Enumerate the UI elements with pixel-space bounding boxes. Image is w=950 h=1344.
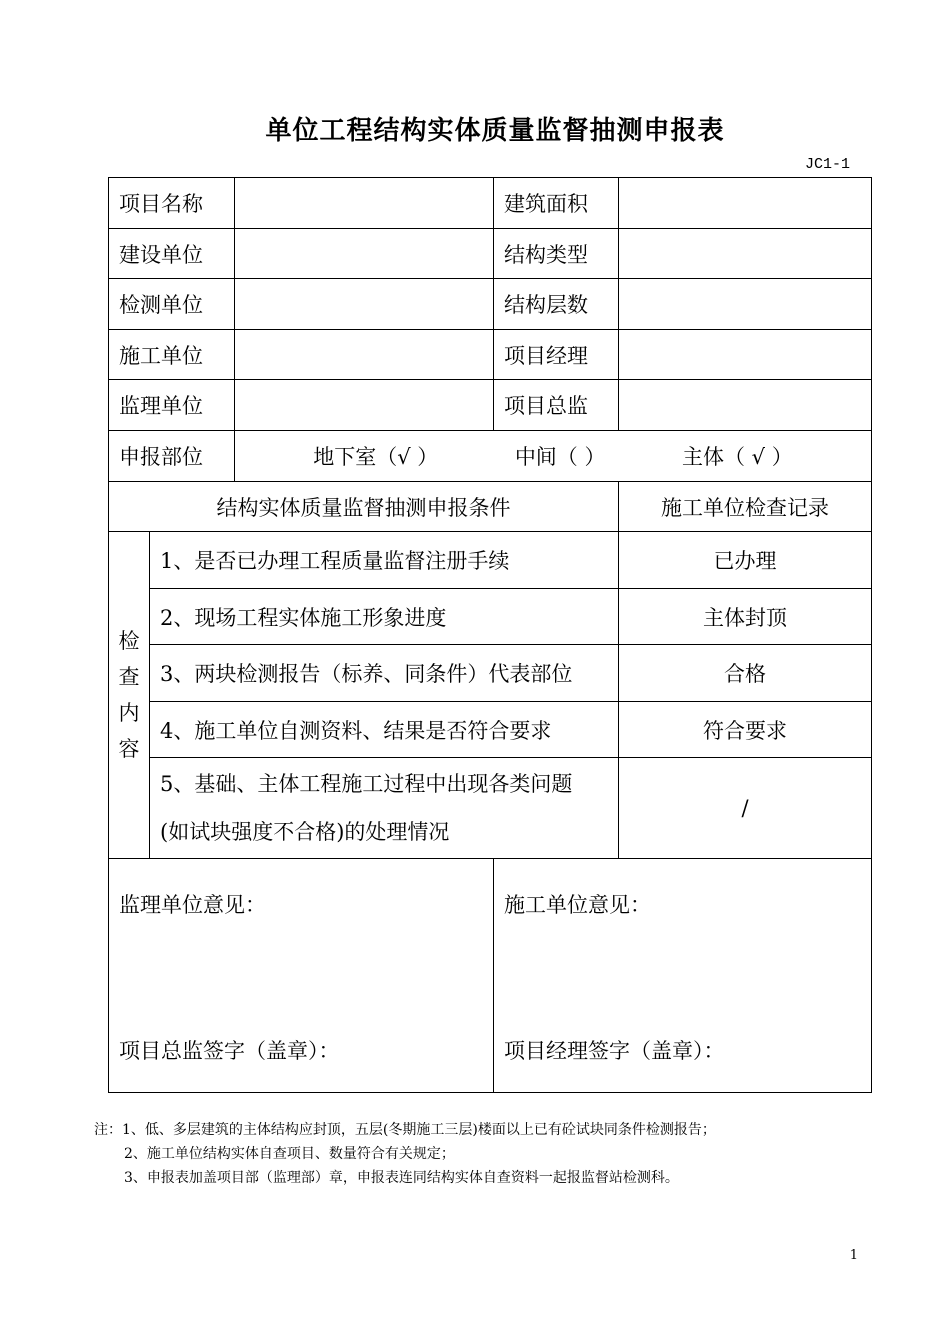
testing-unit-field[interactable]: [235, 279, 494, 330]
condition-item-4: 4、施工单位自测资料、结果是否符合要求: [150, 702, 619, 758]
chief-supervisor-field[interactable]: [619, 380, 872, 431]
note-3: 3、申报表加盖项目部（监理部）章，申报表连同结构实体自查资料一起报监督站检测科。: [124, 1170, 679, 1186]
row-testing-unit: [109, 279, 872, 330]
building-area-label: 建筑面积: [494, 178, 619, 229]
form-title: 单位工程结构实体质量监督抽测申报表: [265, 116, 725, 146]
row-constructor: [109, 330, 872, 380]
condition-row-2: [109, 589, 872, 645]
main-body-option[interactable]: 主体（ √ ）: [682, 445, 793, 469]
supervisor-opinion-box[interactable]: [109, 859, 494, 1093]
condition-row-4: [109, 702, 872, 758]
row-conditions-header: [109, 482, 872, 532]
record-item-1[interactable]: 已办理: [619, 532, 872, 589]
constructor-opinion-label: 施工单位意见：: [504, 893, 651, 917]
condition-item-3: 3、两块检测报告（标养、同条件）代表部位: [150, 645, 619, 702]
note-2: 2、施工单位结构实体自查项目、数量符合有关规定；: [124, 1146, 455, 1162]
condition-row-5: [109, 758, 872, 859]
project-manager-label: 项目经理: [494, 330, 619, 380]
row-owner: [109, 229, 872, 279]
row-opinions: [109, 859, 872, 1093]
row-supervisor: [109, 380, 872, 431]
note-1: 注：1、低、多层建筑的主体结构应封顶，五层(冬期施工三层)楼面以上已有砼试块同条件检测报告；: [94, 1122, 716, 1138]
notes-section: [94, 1118, 716, 1190]
owner-label: 建设单位: [109, 229, 235, 279]
row-declare-part: [109, 431, 872, 482]
constructor-opinion-box[interactable]: [494, 859, 872, 1093]
record-item-4[interactable]: 符合要求: [619, 702, 872, 758]
chief-supervisor-label: 项目总监: [494, 380, 619, 431]
side-char-4: 容: [118, 737, 140, 761]
form-code: JC1-1: [804, 156, 850, 173]
condition-row-3: [109, 645, 872, 702]
condition-row-1: [109, 532, 872, 589]
record-item-5[interactable]: /: [619, 758, 872, 859]
structure-floors-field[interactable]: [619, 279, 872, 330]
page-number: 1: [849, 1248, 858, 1263]
conditions-header: 结构实体质量监督抽测申报条件: [109, 482, 619, 532]
condition-item-2: 2、现场工程实体施工形象进度: [150, 589, 619, 645]
owner-field[interactable]: [235, 229, 494, 279]
condition-item-5-line2: (如试块强度不合格)的处理情况: [160, 820, 450, 844]
side-char-2: 查: [118, 665, 140, 689]
record-header: 施工单位检查记录: [619, 482, 872, 532]
row-project-name: [109, 178, 872, 229]
record-item-3[interactable]: 合格: [619, 645, 872, 702]
supervisor-label: 监理单位: [109, 380, 235, 431]
project-name-label: 项目名称: [109, 178, 235, 229]
constructor-field[interactable]: [235, 330, 494, 380]
supervisor-opinion-label: 监理单位意见：: [119, 893, 266, 917]
project-manager-field[interactable]: [619, 330, 872, 380]
condition-item-5-line1: 5、基础、主体工程施工过程中出现各类问题: [160, 772, 573, 796]
record-item-2[interactable]: 主体封顶: [619, 589, 872, 645]
middle-option[interactable]: 中间（ ）: [514, 445, 606, 469]
check-content-side-label: [109, 532, 150, 859]
constructor-sign-label: 项目经理签字（盖章）：: [504, 1039, 725, 1063]
building-area-field[interactable]: [619, 178, 872, 229]
testing-unit-label: 检测单位: [109, 279, 235, 330]
declaration-form-table: [108, 177, 872, 1093]
structure-floors-label: 结构层数: [494, 279, 619, 330]
side-char-3: 内: [118, 701, 140, 725]
structure-type-label: 结构类型: [494, 229, 619, 279]
condition-item-1: 1、是否已办理工程质量监督注册手续: [150, 532, 619, 589]
declare-part-label: 申报部位: [109, 431, 235, 482]
supervisor-sign-label: 项目总监签字（盖章）：: [119, 1039, 340, 1063]
condition-item-5: [150, 758, 619, 859]
supervisor-field[interactable]: [235, 380, 494, 431]
project-name-field[interactable]: [235, 178, 494, 229]
constructor-label: 施工单位: [109, 330, 235, 380]
side-char-1: 检: [118, 629, 140, 653]
basement-option[interactable]: 地下室（√ ）: [313, 445, 439, 469]
declare-part-options: [235, 431, 872, 482]
structure-type-field[interactable]: [619, 229, 872, 279]
